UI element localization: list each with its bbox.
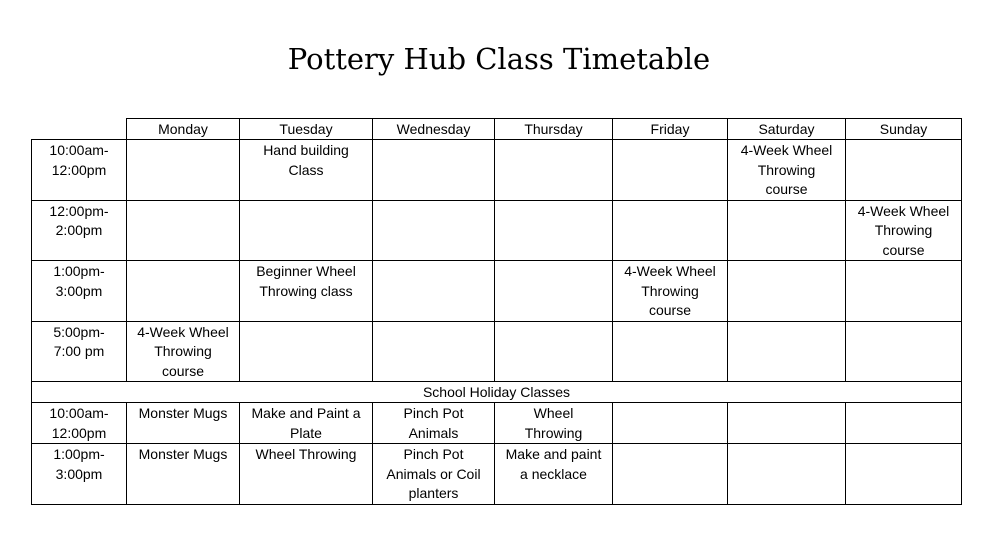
time-cell (32, 321, 127, 382)
page-title: Pottery Hub Class Timetable (287, 42, 711, 76)
class-cell (495, 200, 613, 261)
cell-text: course (882, 241, 925, 258)
holiday-banner-row (32, 382, 962, 403)
cell-text: Monster Mugs (138, 446, 228, 462)
day-header: Saturday (728, 119, 846, 140)
cell-text: 10:00am- (49, 142, 109, 158)
table-row (32, 140, 962, 201)
class-cell (240, 403, 373, 444)
class-cell (495, 261, 613, 322)
class-cell (240, 444, 373, 505)
class-cell (846, 140, 962, 201)
header-row (32, 119, 962, 140)
cell-text: Hand building (263, 142, 349, 158)
class-cell (373, 403, 495, 444)
time-cell (32, 403, 127, 444)
cell-text: Class (288, 161, 324, 178)
cell-text: 4-Week Wheel (137, 323, 229, 340)
cell-text: 10:00am- (49, 405, 109, 421)
class-cell (127, 403, 240, 444)
cell-text: 1:00pm- (53, 446, 105, 462)
class-cell (846, 444, 962, 505)
day-header: Monday (127, 119, 240, 140)
cell-text: Plate (290, 424, 322, 441)
cell-text: Throwing class (259, 282, 353, 299)
class-cell (127, 321, 240, 382)
class-cell (495, 321, 613, 382)
table-row (32, 444, 962, 505)
class-cell (495, 140, 613, 201)
cell-text: Throwing (154, 343, 212, 359)
class-cell (373, 261, 495, 322)
cell-text: Throwing (524, 424, 583, 441)
table-row (32, 261, 962, 322)
cell-text: 12:00pm (51, 161, 107, 178)
cell-text: course (161, 362, 205, 379)
table-row (32, 403, 962, 444)
class-cell (127, 200, 240, 261)
class-cell (373, 200, 495, 261)
cell-text: Throwing (757, 161, 816, 178)
cell-text: 3:00pm (55, 282, 103, 299)
class-cell (846, 200, 962, 261)
cell-text: Animals (408, 424, 459, 441)
class-cell (728, 403, 846, 444)
class-cell (240, 321, 373, 382)
cell-text: Monster Mugs (138, 405, 228, 421)
cell-text: 5:00pm- (53, 323, 105, 340)
class-cell (240, 261, 373, 322)
class-cell (846, 403, 962, 444)
cell-text: Animals or Coil (386, 465, 481, 482)
class-cell (728, 444, 846, 505)
class-cell (373, 321, 495, 382)
cell-text: course (648, 302, 692, 318)
timetable (31, 118, 962, 505)
class-cell (613, 140, 728, 201)
cell-text: Make and paint (505, 446, 602, 462)
class-cell (728, 261, 846, 322)
cell-text: 4-Week Wheel (740, 142, 833, 158)
cell-text: 4-Week Wheel (624, 263, 716, 279)
cell-text: Wheel (533, 405, 574, 421)
day-header: Friday (613, 119, 728, 140)
class-cell (495, 444, 613, 505)
time-cell (32, 200, 127, 261)
day-header: Thursday (495, 119, 613, 140)
table-row (32, 200, 962, 261)
cell-text: Throwing (641, 282, 699, 299)
class-cell (846, 261, 962, 322)
cell-text: Pinch Pot (403, 405, 464, 421)
cell-text: Wheel Throwing (255, 446, 357, 462)
day-header: Sunday (846, 119, 962, 140)
cell-text: 12:00pm (51, 424, 107, 441)
class-cell (613, 321, 728, 382)
class-cell (728, 321, 846, 382)
day-header: Wednesday (373, 119, 495, 140)
cell-text: 2:00pm (55, 222, 103, 238)
cell-text: 1:00pm- (53, 263, 105, 279)
table-row (32, 321, 962, 382)
cell-text: Make and Paint a (251, 405, 361, 421)
cell-text: Throwing (874, 222, 933, 238)
class-cell (373, 444, 495, 505)
cell-text: 12:00pm- (49, 202, 109, 219)
cell-text: Beginner Wheel (256, 263, 356, 279)
cell-text: course (765, 181, 808, 197)
class-cell (728, 200, 846, 261)
class-cell (613, 444, 728, 505)
class-cell (846, 321, 962, 382)
cell-text: Pinch Pot (403, 446, 464, 462)
class-cell (613, 200, 728, 261)
class-cell (127, 140, 240, 201)
cell-text: 4-Week Wheel (857, 202, 950, 219)
time-cell (32, 261, 127, 322)
day-header: Tuesday (240, 119, 373, 140)
class-cell (373, 140, 495, 201)
class-cell (127, 261, 240, 322)
class-cell (728, 140, 846, 201)
cell-text: 7:00 pm (53, 343, 105, 359)
holiday-banner: School Holiday Classes (32, 382, 962, 403)
cell-text: 3:00pm (55, 465, 103, 482)
cell-text: planters (408, 485, 459, 501)
time-cell (32, 140, 127, 201)
cell-text: a necklace (520, 465, 587, 482)
class-cell (613, 403, 728, 444)
class-cell (127, 444, 240, 505)
class-cell (495, 403, 613, 444)
corner-cell (32, 119, 127, 140)
time-cell (32, 444, 127, 505)
class-cell (240, 140, 373, 201)
class-cell (240, 200, 373, 261)
class-cell (613, 261, 728, 322)
